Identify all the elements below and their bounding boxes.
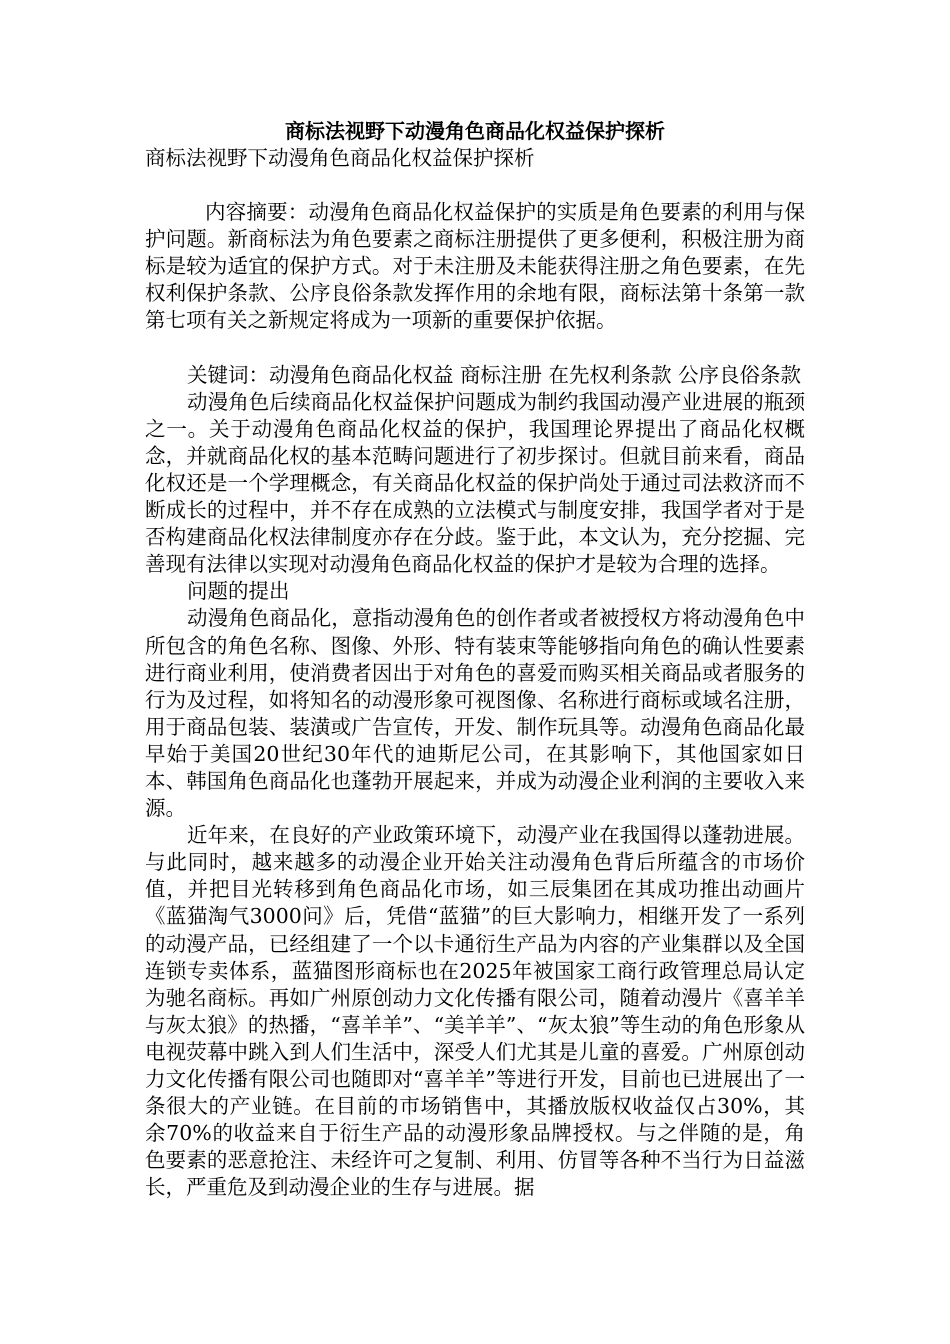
body-paragraph-2: 动漫角色商品化，意指动漫角色的创作者或者被授权方将动漫角色中所包含的角色名称、图像、外形、特有装束等能够指向角色的确认性要素进行商业利用，使消费者因出于对角色的喜爱而购买相关商品或者服务的行为及过程，如将知名的动漫形象可视图像、名称进行商标或域名注册，用于商品包装、装潢或广告宣传，开发、制作玩具等。动漫角色商品化最早始于美国20世纪30年代的迪斯尼公司，在其影响下，其他国家如日本、韩国角色商品化也蓬勃开展起来，并成为动漫企业利润的主要收入来源。 xyxy=(145,606,805,821)
body-paragraph-1: 动漫角色后续商品化权益保护问题成为制约我国动漫产业进展的瓶颈之一。关于动漫角色商品化权益的保护，我国理论界提出了商品化权概念，并就商品化权的基本范畴问题进行了初步探讨。但就目前来看，商品化权还是一个学理概念，有关商品化权益的保护尚处于通过司法救济而不断成长的过程中，并不存在成熟的立法模式与制度安排，我国学者对于是否构建商品化权法律制度亦存在分歧。鉴于此，本文认为，充分挖掘、完善现有法律以实现对动漫角色商品化权益的保护才是较为合理的选择。 xyxy=(145,389,805,577)
body-paragraph-3: 近年来，在良好的产业政策环境下，动漫产业在我国得以蓬勃进展。与此同时，越来越多的动漫企业开始关注动漫角色背后所蕴含的市场价值，并把目光转移到角色商品化市场，如三辰集团在其成功推出动画片《蓝猫淘气3000问》后，凭借“蓝猫”的巨大影响力，相继开发了一系列的动漫产品，已经组建了一个以卡通衍生产品为内容的产业集群以及全国连锁专卖体系，蓝猫图形商标也在2025年被国家工商行政管理总局认定为驰名商标。再如广州原创动力文化传播有限公司，随着动漫片《喜羊羊与灰太狼》的热播，“喜羊羊”、“美羊羊”、“灰太狼”等生动的角色形象从电视荧幕中跳入到人们生活中，深受人们尤其是儿童的喜爱。广州原创动力文化传播有限公司也随即对“喜羊羊”等进行开发，目前也已进展出了一条很大的产业链。在目前的市场销售中，其播放版权收益仅占30%，其余70%的收益来自于衍生产品的动漫形象品牌授权。与之伴随的是，角色要素的恶意抢注、未经许可之复制、利用、仿冒等各种不当行为日益滋长，严重危及到动漫企业的生存与进展。据 xyxy=(145,823,805,1200)
document-subtitle: 商标法视野下动漫角色商品化权益保护探析 xyxy=(145,146,535,170)
section-heading: 问题的提出 xyxy=(187,579,290,604)
document-page xyxy=(145,118,805,1201)
document-title: 商标法视野下动漫角色商品化权益保护探析 xyxy=(285,119,665,143)
keywords-paragraph: 关键词：动漫角色商品化权益 商标注册 在先权利条款 公序良俗条款 xyxy=(187,362,802,387)
abstract-paragraph: 内容摘要：动漫角色商品化权益保护的实质是角色要素的利用与保护问题。新商标法为角色要素之商标注册提供了更多便利，积极注册为商标是较为适宜的保护方式。对于未注册及未能获得注册之角色要素，在先权利保护条款、公序良俗条款发挥作用的余地有限，商标法第十条第一款第七项有关之新规定将成为一项新的重要保护依据。 xyxy=(145,200,805,333)
